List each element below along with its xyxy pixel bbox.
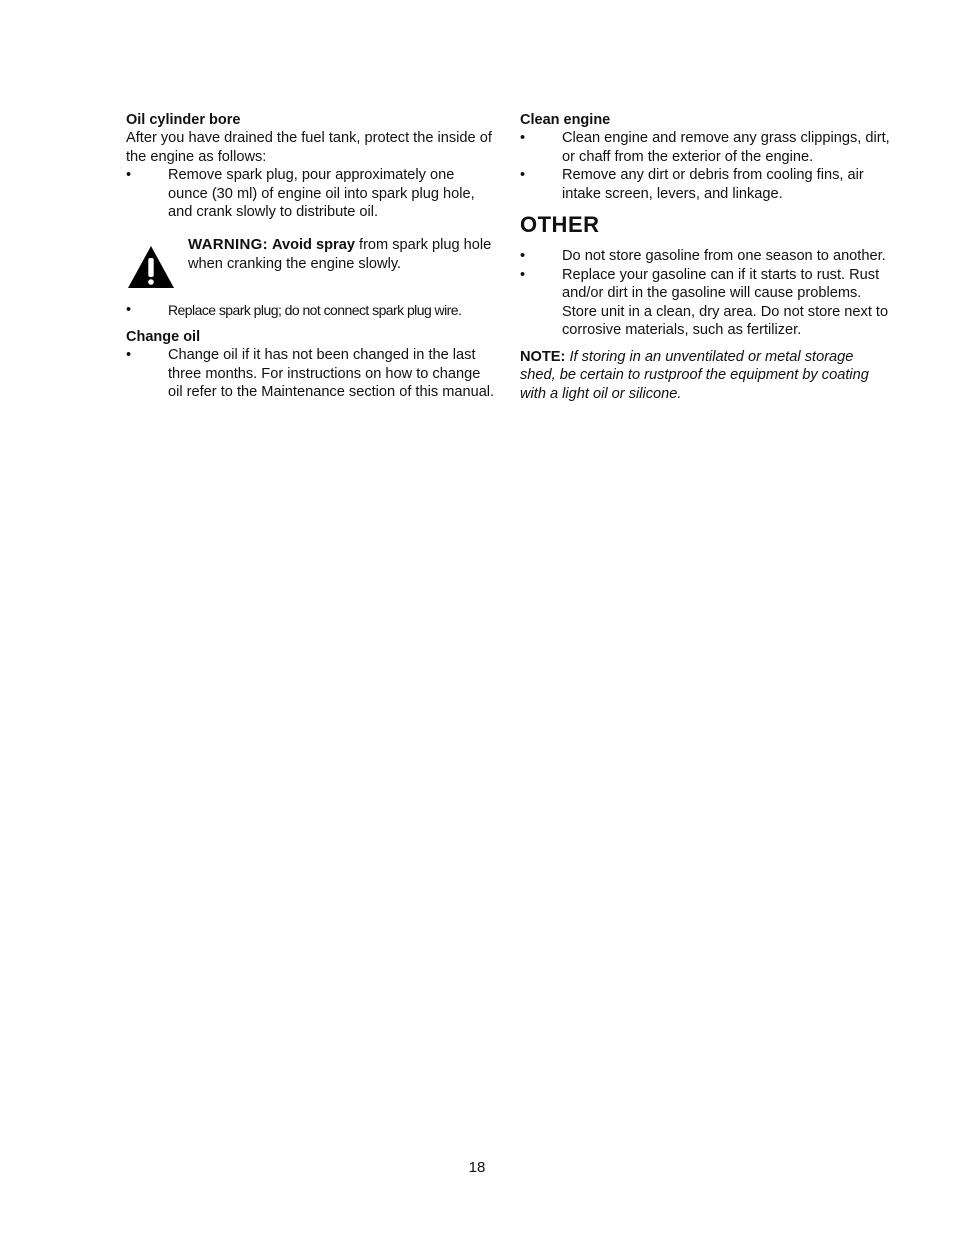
- list-item-text: Remove any dirt or debris from cooling fins, air intake screen, levers, and linkage.: [562, 167, 864, 202]
- oil-cylinder-bore-list: [126, 166, 498, 222]
- bullet-glyph: •: [520, 130, 526, 146]
- other-list: [520, 247, 892, 340]
- list-item-text: Replace spark plug; do not connect spark plug wire.: [168, 301, 462, 318]
- list-item: [126, 346, 498, 402]
- page-number: 18: [468, 1159, 486, 1176]
- list-item-text: Replace your gasoline can if it starts to rust. Rust and/or dirt in the gasoline will cause problems. Store unit in a clean, dry area. Do not store next to corrosive materials, such as fertilizer.: [562, 266, 889, 338]
- list-item: [520, 129, 892, 166]
- oil-cylinder-bore-heading: Oil cylinder bore: [126, 112, 241, 128]
- warning-text-block: [188, 235, 498, 274]
- change-oil-list: [126, 346, 498, 402]
- list-item-text: Remove spark plug, pour approximately one ounce (30 ml) of engine oil into spark plug hole, and crank slowly to distribute oil.: [168, 167, 475, 220]
- list-item: [520, 166, 892, 203]
- bullet-glyph: •: [126, 167, 132, 183]
- warning-text: from spark plug hole when cranking the engine slowly.: [188, 236, 492, 272]
- note-label: NOTE:: [520, 348, 566, 365]
- storage-note: [520, 348, 892, 404]
- bullet-glyph: •: [520, 266, 526, 283]
- list-item-text: Clean engine and remove any grass clippings, dirt, or chaff from the exterior of the engine.: [562, 130, 890, 165]
- other-heading: OTHER: [520, 212, 600, 237]
- bullet-glyph: •: [126, 301, 132, 318]
- bullet-glyph: •: [520, 167, 526, 183]
- note-text: If storing in an unventilated or metal storage shed, be certain to rustproof the equipment by coating with a light oil or silicone.: [520, 348, 869, 402]
- warning-box: [126, 235, 498, 295]
- bullet-glyph: •: [520, 248, 526, 264]
- list-item-text: Change oil if it has not been changed in the last three months. For instructions on how to change oil refer to the Maintenance section of this manual.: [168, 347, 495, 400]
- oil-cylinder-bore-intro: After you have drained the fuel tank, protect the inside of the engine as follows:: [126, 130, 492, 165]
- list-item: [126, 301, 498, 321]
- warning-lead: Avoid spray: [271, 236, 355, 253]
- clean-engine-list: [520, 129, 892, 203]
- warning-label: WARNING:: [188, 235, 268, 253]
- right-column: [520, 111, 892, 403]
- list-item: [520, 247, 892, 266]
- list-item: [126, 166, 498, 222]
- bullet-glyph: •: [126, 347, 132, 363]
- list-item: [520, 266, 892, 340]
- list-item-text: Do not store gasoline from one season to another.: [562, 248, 886, 264]
- spark-plug-list: [126, 301, 498, 321]
- warning-triangle-icon: [126, 244, 176, 295]
- change-oil-heading: Change oil: [126, 329, 201, 345]
- clean-engine-heading: Clean engine: [520, 112, 611, 128]
- left-column: [126, 111, 498, 402]
